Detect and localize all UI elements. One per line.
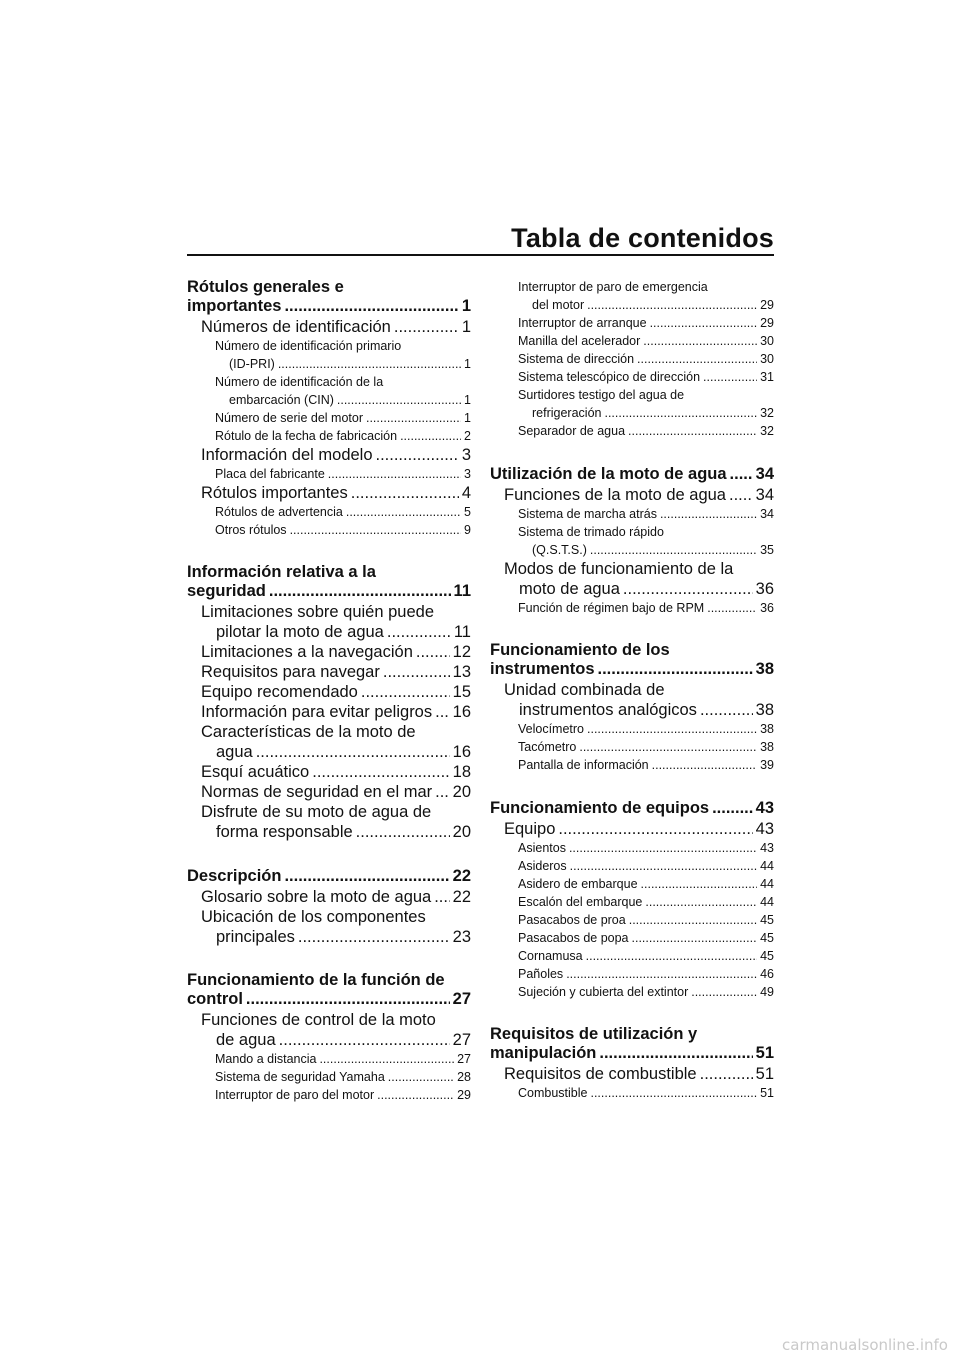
toc-entry-page: 1 bbox=[461, 318, 471, 336]
toc-entry-page: 45 bbox=[760, 949, 774, 963]
toc-entry-title: Asidero de embarque bbox=[518, 877, 638, 891]
dot-leader bbox=[730, 464, 753, 484]
toc-entry-wrapped-line: Surtidores testigo del agua de bbox=[518, 388, 685, 402]
toc-entry-title: Equipo recomendado bbox=[201, 683, 358, 701]
toc-entry-page: 22 bbox=[452, 867, 471, 885]
toc-entry-title: Asideros bbox=[518, 859, 567, 873]
toc-entry-level-3[interactable] bbox=[490, 857, 774, 875]
toc-entry-level-3[interactable] bbox=[490, 720, 774, 738]
dot-leader bbox=[712, 798, 753, 818]
toc-entry-level-2[interactable] bbox=[187, 762, 471, 782]
dot-leader bbox=[700, 1064, 753, 1084]
toc-entry-title: (ID-PRI) bbox=[229, 357, 275, 371]
toc-entry-title: Descripción bbox=[187, 867, 282, 885]
toc-entry-level-2[interactable] bbox=[187, 642, 471, 662]
toc-entry-title: Rótulo de la fecha de fabricación bbox=[215, 429, 398, 443]
toc-entry-title: Información del modelo bbox=[201, 446, 373, 464]
toc-entry-level-3[interactable] bbox=[490, 314, 774, 332]
toc-entry-level-3[interactable] bbox=[490, 332, 774, 350]
toc-entry-title: Limitaciones a la navegación bbox=[201, 643, 413, 661]
dot-leader bbox=[387, 622, 451, 642]
toc-entry-level-3[interactable] bbox=[187, 1086, 471, 1104]
toc-entry-level-3[interactable] bbox=[490, 756, 774, 774]
toc-entry-page: 32 bbox=[760, 406, 774, 420]
dot-leader bbox=[246, 989, 450, 1009]
toc-entry-title: Esquí acuático bbox=[201, 763, 310, 781]
dot-leader bbox=[598, 659, 753, 679]
dot-leader bbox=[703, 368, 757, 386]
toc-entry-level-2[interactable] bbox=[187, 1010, 471, 1050]
dot-leader bbox=[366, 409, 461, 427]
toc-entry-page: 1 bbox=[464, 411, 471, 425]
dot-leader bbox=[434, 887, 449, 907]
toc-entry-title: Rótulos importantes bbox=[201, 484, 348, 502]
toc-entry-title: Combustible bbox=[518, 1086, 588, 1100]
toc-entry-page: 1 bbox=[464, 393, 471, 407]
dot-leader bbox=[586, 947, 757, 965]
toc-entry-level-2[interactable] bbox=[187, 887, 471, 907]
toc-entry-page: 29 bbox=[760, 298, 774, 312]
toc-entry-page: 30 bbox=[760, 352, 774, 366]
toc-entry-level-3[interactable] bbox=[490, 368, 774, 386]
toc-entry-page: 36 bbox=[755, 580, 774, 598]
dot-leader bbox=[279, 1030, 450, 1050]
toc-entry-level-2[interactable] bbox=[187, 782, 471, 802]
toc-entry-page: 1 bbox=[461, 297, 471, 315]
dot-leader bbox=[346, 503, 461, 521]
toc-entry-level-3[interactable] bbox=[490, 350, 774, 368]
toc-entry-level-3[interactable] bbox=[490, 839, 774, 857]
toc-entry-level-2[interactable] bbox=[187, 662, 471, 682]
toc-entry-title: pilotar la moto de agua bbox=[216, 623, 384, 641]
toc-entry-level-1[interactable] bbox=[187, 278, 471, 316]
toc-entry-title: Tacómetro bbox=[518, 740, 577, 754]
toc-entry-title: manipulación bbox=[490, 1044, 597, 1062]
dot-leader bbox=[284, 296, 458, 316]
toc-entry-title: Separador de agua bbox=[518, 424, 626, 438]
dot-leader bbox=[290, 521, 461, 539]
toc-entry-title: Interruptor de arranque bbox=[518, 316, 647, 330]
toc-entry-level-3[interactable] bbox=[490, 983, 774, 1001]
toc-entry-wrapped-line: Disfrute de su moto de agua de bbox=[201, 803, 432, 821]
toc-entry-page: 12 bbox=[452, 643, 471, 661]
toc-entry-wrapped-line: Funcionamiento de los bbox=[490, 641, 670, 659]
toc-entry-title: Pantalla de información bbox=[518, 758, 649, 772]
toc-entry-level-3[interactable] bbox=[490, 947, 774, 965]
toc-entry-page: 27 bbox=[457, 1052, 471, 1066]
toc-entry-page: 16 bbox=[452, 743, 471, 761]
toc-entry-title: Pasacabos de proa bbox=[518, 913, 626, 927]
toc-entry-level-3[interactable] bbox=[490, 422, 774, 440]
dot-leader bbox=[623, 579, 753, 599]
dot-leader bbox=[599, 1043, 752, 1063]
toc-entry-title: de agua bbox=[216, 1031, 276, 1049]
dot-leader bbox=[328, 465, 461, 483]
toc-entry-page: 43 bbox=[755, 820, 774, 838]
toc-entry-page: 28 bbox=[457, 1070, 471, 1084]
toc-entry-level-2[interactable] bbox=[187, 483, 471, 503]
toc-entry-title: Pañoles bbox=[518, 967, 564, 981]
toc-entry-page: 9 bbox=[464, 523, 471, 537]
dot-leader bbox=[356, 822, 450, 842]
dot-leader bbox=[641, 875, 758, 893]
toc-entry-level-3[interactable] bbox=[187, 521, 471, 539]
toc-entry-title: Números de identificación bbox=[201, 318, 391, 336]
toc-entry-title: Mando a distancia bbox=[215, 1052, 317, 1066]
toc-entry-wrapped-line: Interruptor de paro de emergencia bbox=[518, 280, 708, 294]
toc-entry-page: 31 bbox=[760, 370, 774, 384]
toc-entry-page: 51 bbox=[755, 1044, 774, 1062]
toc-entry-level-3[interactable] bbox=[490, 505, 774, 523]
toc-entry-level-2[interactable] bbox=[187, 682, 471, 702]
toc-entry-title: control bbox=[187, 990, 243, 1008]
toc-entry-title: seguridad bbox=[187, 582, 266, 600]
toc-entry-title: Número de serie del motor bbox=[215, 411, 363, 425]
dot-leader bbox=[351, 483, 459, 503]
toc-entry-title: Normas de seguridad en el mar bbox=[201, 783, 433, 801]
toc-entry-page: 46 bbox=[760, 967, 774, 981]
dot-leader bbox=[590, 541, 757, 559]
toc-entry-page: 2 bbox=[464, 429, 471, 443]
toc-entry-title: moto de agua bbox=[519, 580, 620, 598]
dot-leader bbox=[652, 756, 757, 774]
toc-entry-level-3[interactable] bbox=[490, 386, 774, 422]
toc-entry-level-1[interactable] bbox=[490, 798, 774, 818]
toc-entry-wrapped-line: Sistema de trimado rápido bbox=[518, 525, 664, 539]
dot-leader bbox=[312, 762, 449, 782]
dot-leader bbox=[377, 1086, 454, 1104]
toc-entry-page: 44 bbox=[760, 895, 774, 909]
dot-leader bbox=[637, 350, 757, 368]
toc-entry-page: 38 bbox=[760, 722, 774, 736]
toc-entry-page: 4 bbox=[461, 484, 471, 502]
toc-entry-page: 29 bbox=[457, 1088, 471, 1102]
toc-entry-title: Sistema de marcha atrás bbox=[518, 507, 657, 521]
toc-entry-wrapped-line: Funcionamiento de la función de bbox=[187, 971, 445, 989]
toc-entry-level-3[interactable] bbox=[187, 373, 471, 409]
dot-leader bbox=[361, 682, 450, 702]
dot-leader bbox=[700, 700, 753, 720]
toc-entry-level-3[interactable] bbox=[490, 1084, 774, 1102]
toc-entry-page: 23 bbox=[452, 928, 471, 946]
toc-entry-title: Información para evitar peligros bbox=[201, 703, 433, 721]
toc-entry-page: 3 bbox=[464, 467, 471, 481]
toc-entry-title: (Q.S.T.S.) bbox=[532, 543, 587, 557]
toc-entry-level-1[interactable] bbox=[187, 971, 471, 1009]
toc-column-right bbox=[490, 278, 774, 1102]
toc-entry-level-3[interactable] bbox=[187, 1068, 471, 1086]
dot-leader bbox=[319, 1050, 454, 1068]
dot-leader bbox=[632, 929, 758, 947]
toc-entry-level-2[interactable] bbox=[187, 445, 471, 465]
toc-entry-level-3[interactable] bbox=[490, 523, 774, 559]
toc-entry-level-3[interactable] bbox=[490, 599, 774, 617]
dot-leader bbox=[645, 893, 757, 911]
dot-leader bbox=[388, 1068, 454, 1086]
toc-entry-title: Pasacabos de popa bbox=[518, 931, 629, 945]
dot-leader bbox=[604, 404, 757, 422]
toc-entry-level-2[interactable] bbox=[490, 819, 774, 839]
toc-entry-title: Requisitos de combustible bbox=[504, 1065, 697, 1083]
dot-leader bbox=[566, 965, 757, 983]
dot-leader bbox=[643, 332, 757, 350]
toc-entry-page: 43 bbox=[755, 799, 774, 817]
toc-entry-title: Glosario sobre la moto de agua bbox=[201, 888, 432, 906]
toc-entry-page: 45 bbox=[760, 913, 774, 927]
dot-leader bbox=[707, 599, 757, 617]
toc-entry-wrapped-line: Requisitos de utilización y bbox=[490, 1025, 698, 1043]
toc-entry-level-2[interactable] bbox=[187, 907, 471, 947]
toc-entry-page: 38 bbox=[755, 701, 774, 719]
toc-entry-page: 27 bbox=[452, 990, 471, 1008]
toc-entry-level-2[interactable] bbox=[490, 559, 774, 599]
dot-leader bbox=[587, 720, 757, 738]
toc-entry-level-1[interactable] bbox=[187, 563, 471, 601]
toc-entry-page: 18 bbox=[452, 763, 471, 781]
toc-entry-title: forma responsable bbox=[216, 823, 353, 841]
toc-entry-title: Otros rótulos bbox=[215, 523, 287, 537]
toc-entry-level-3[interactable] bbox=[490, 929, 774, 947]
toc-entry-level-3[interactable] bbox=[490, 893, 774, 911]
toc-entry-title: importantes bbox=[187, 297, 282, 315]
toc-entry-title: Sistema telescópico de dirección bbox=[518, 370, 701, 384]
toc-entry-level-3[interactable] bbox=[490, 911, 774, 929]
dot-leader bbox=[400, 427, 461, 445]
dot-leader bbox=[269, 581, 451, 601]
toc-entry-page: 5 bbox=[464, 505, 471, 519]
toc-entry-title: Equipo bbox=[504, 820, 556, 838]
toc-entry-page: 44 bbox=[760, 859, 774, 873]
toc-entry-page: 30 bbox=[760, 334, 774, 348]
toc-entry-level-2[interactable] bbox=[490, 680, 774, 720]
toc-entry-level-2[interactable] bbox=[187, 802, 471, 842]
toc-entry-wrapped-line: Información relativa a la bbox=[187, 563, 376, 581]
toc-entry-level-3[interactable] bbox=[490, 738, 774, 756]
toc-entry-level-3[interactable] bbox=[490, 965, 774, 983]
dot-leader bbox=[629, 911, 757, 929]
toc-entry-page: 32 bbox=[760, 424, 774, 438]
dot-leader bbox=[650, 314, 758, 332]
toc-entry-wrapped-line: Funciones de control de la moto bbox=[201, 1011, 436, 1029]
toc-entry-page: 38 bbox=[755, 660, 774, 678]
toc-entry-level-1[interactable] bbox=[490, 464, 774, 484]
toc-entry-level-1[interactable] bbox=[490, 1025, 774, 1063]
toc-entry-page: 36 bbox=[760, 601, 774, 615]
toc-entry-wrapped-line: Limitaciones sobre quién puede bbox=[201, 603, 434, 621]
title-rule bbox=[187, 254, 774, 256]
toc-entry-level-3[interactable] bbox=[187, 427, 471, 445]
dot-leader bbox=[298, 927, 450, 947]
toc-entry-page: 51 bbox=[755, 1065, 774, 1083]
toc-entry-page: 20 bbox=[452, 823, 471, 841]
toc-entry-wrapped-line: Unidad combinada de bbox=[504, 681, 665, 699]
toc-entry-title: instrumentos analógicos bbox=[519, 701, 697, 719]
toc-entry-title: Funciones de la moto de agua bbox=[504, 486, 726, 504]
toc-entry-level-3[interactable] bbox=[187, 1050, 471, 1068]
dot-leader bbox=[590, 1084, 757, 1102]
toc-entry-level-2[interactable] bbox=[187, 602, 471, 642]
dot-leader bbox=[337, 391, 461, 409]
toc-entry-wrapped-line: Ubicación de los componentes bbox=[201, 908, 426, 926]
dot-leader bbox=[394, 317, 459, 337]
dot-leader bbox=[383, 662, 450, 682]
dot-leader bbox=[284, 866, 449, 886]
toc-entry-level-3[interactable] bbox=[187, 409, 471, 427]
toc-entry-title: embarcación (CIN) bbox=[229, 393, 334, 407]
toc-entry-page: 43 bbox=[760, 841, 774, 855]
toc-entry-page: 34 bbox=[760, 507, 774, 521]
dot-leader bbox=[628, 422, 757, 440]
toc-entry-page: 39 bbox=[760, 758, 774, 772]
dot-leader bbox=[278, 355, 461, 373]
toc-entry-level-2[interactable] bbox=[187, 317, 471, 337]
toc-entry-title: Rótulos de advertencia bbox=[215, 505, 343, 519]
toc-entry-page: 16 bbox=[452, 703, 471, 721]
toc-entry-title: principales bbox=[216, 928, 295, 946]
dot-leader bbox=[660, 505, 757, 523]
toc-entry-title: Velocímetro bbox=[518, 722, 585, 736]
toc-entry-level-3[interactable] bbox=[490, 875, 774, 893]
toc-entry-page: 49 bbox=[760, 985, 774, 999]
dot-leader bbox=[570, 857, 757, 875]
dot-leader bbox=[256, 742, 450, 762]
toc-entry-level-3[interactable] bbox=[187, 337, 471, 373]
page-title: Tabla de contenidos bbox=[511, 223, 774, 253]
dot-leader bbox=[729, 485, 753, 505]
toc-entry-wrapped-line: Número de identificación de la bbox=[215, 375, 384, 389]
toc-entry-title: Asientos bbox=[518, 841, 566, 855]
toc-entry-title: Sujeción y cubierta del extintor bbox=[518, 985, 689, 999]
toc-entry-page: 27 bbox=[452, 1031, 471, 1049]
toc-entry-page: 1 bbox=[464, 357, 471, 371]
toc-entry-page: 29 bbox=[760, 316, 774, 330]
watermark: carmanualsonline.info bbox=[782, 1336, 948, 1354]
toc-entry-page: 38 bbox=[760, 740, 774, 754]
toc-entry-title: Sistema de seguridad Yamaha bbox=[215, 1070, 385, 1084]
toc-entry-level-1[interactable] bbox=[490, 641, 774, 679]
toc-entry-title: Manilla del acelerador bbox=[518, 334, 641, 348]
dot-leader bbox=[435, 782, 450, 802]
dot-leader bbox=[587, 296, 757, 314]
toc-entry-page: 3 bbox=[461, 446, 471, 464]
toc-entry-title: agua bbox=[216, 743, 253, 761]
toc-entry-title: Cornamusa bbox=[518, 949, 583, 963]
toc-entry-page: 51 bbox=[760, 1086, 774, 1100]
toc-entry-level-2[interactable] bbox=[187, 702, 471, 722]
dot-leader bbox=[691, 983, 757, 1001]
toc-entry-page: 22 bbox=[452, 888, 471, 906]
toc-entry-page: 34 bbox=[755, 465, 774, 483]
toc-entry-title: Utilización de la moto de agua bbox=[490, 465, 727, 483]
toc-entry-title: instrumentos bbox=[490, 660, 595, 678]
toc-entry-level-3[interactable] bbox=[187, 503, 471, 521]
toc-entry-wrapped-line: Características de la moto de bbox=[201, 723, 416, 741]
toc-entry-page: 44 bbox=[760, 877, 774, 891]
dot-leader bbox=[579, 738, 757, 756]
toc-entry-page: 11 bbox=[453, 582, 471, 600]
toc-entry-level-3[interactable] bbox=[490, 278, 774, 314]
toc-entry-title: Placa del fabricante bbox=[215, 467, 325, 481]
toc-entry-title: Sistema de dirección bbox=[518, 352, 635, 366]
dot-leader bbox=[416, 642, 450, 662]
dot-leader bbox=[558, 819, 752, 839]
dot-leader bbox=[569, 839, 757, 857]
dot-leader bbox=[376, 445, 459, 465]
toc-entry-title: Requisitos para navegar bbox=[201, 663, 380, 681]
toc-entry-level-2[interactable] bbox=[187, 722, 471, 762]
toc-entry-page: 11 bbox=[453, 623, 471, 641]
toc-entry-page: 20 bbox=[452, 783, 471, 801]
toc-entry-page: 35 bbox=[760, 543, 774, 557]
toc-column-left bbox=[187, 278, 471, 1104]
toc-entry-title: Función de régimen bajo de RPM bbox=[518, 601, 705, 615]
toc-entry-page: 13 bbox=[452, 663, 471, 681]
toc-entry-title: Interruptor de paro del motor bbox=[215, 1088, 375, 1102]
toc-entry-wrapped-line: Modos de funcionamiento de la bbox=[504, 560, 734, 578]
toc-entry-level-1[interactable] bbox=[187, 866, 471, 886]
toc-entry-title: Escalón del embarque bbox=[518, 895, 643, 909]
toc-entry-level-2[interactable] bbox=[490, 485, 774, 505]
toc-entry-level-2[interactable] bbox=[490, 1064, 774, 1084]
toc-entry-wrapped-line: Rótulos generales e bbox=[187, 278, 344, 296]
toc-entry-title: del motor bbox=[532, 298, 585, 312]
toc-entry-level-3[interactable] bbox=[187, 465, 471, 483]
toc-entry-title: Funcionamiento de equipos bbox=[490, 799, 710, 817]
toc-entry-title: refrigeración bbox=[532, 406, 602, 420]
toc-entry-page: 15 bbox=[452, 683, 471, 701]
toc-entry-page: 34 bbox=[755, 486, 774, 504]
toc-entry-page: 45 bbox=[760, 931, 774, 945]
toc-entry-wrapped-line: Número de identificación primario bbox=[215, 339, 402, 353]
dot-leader bbox=[435, 702, 450, 722]
